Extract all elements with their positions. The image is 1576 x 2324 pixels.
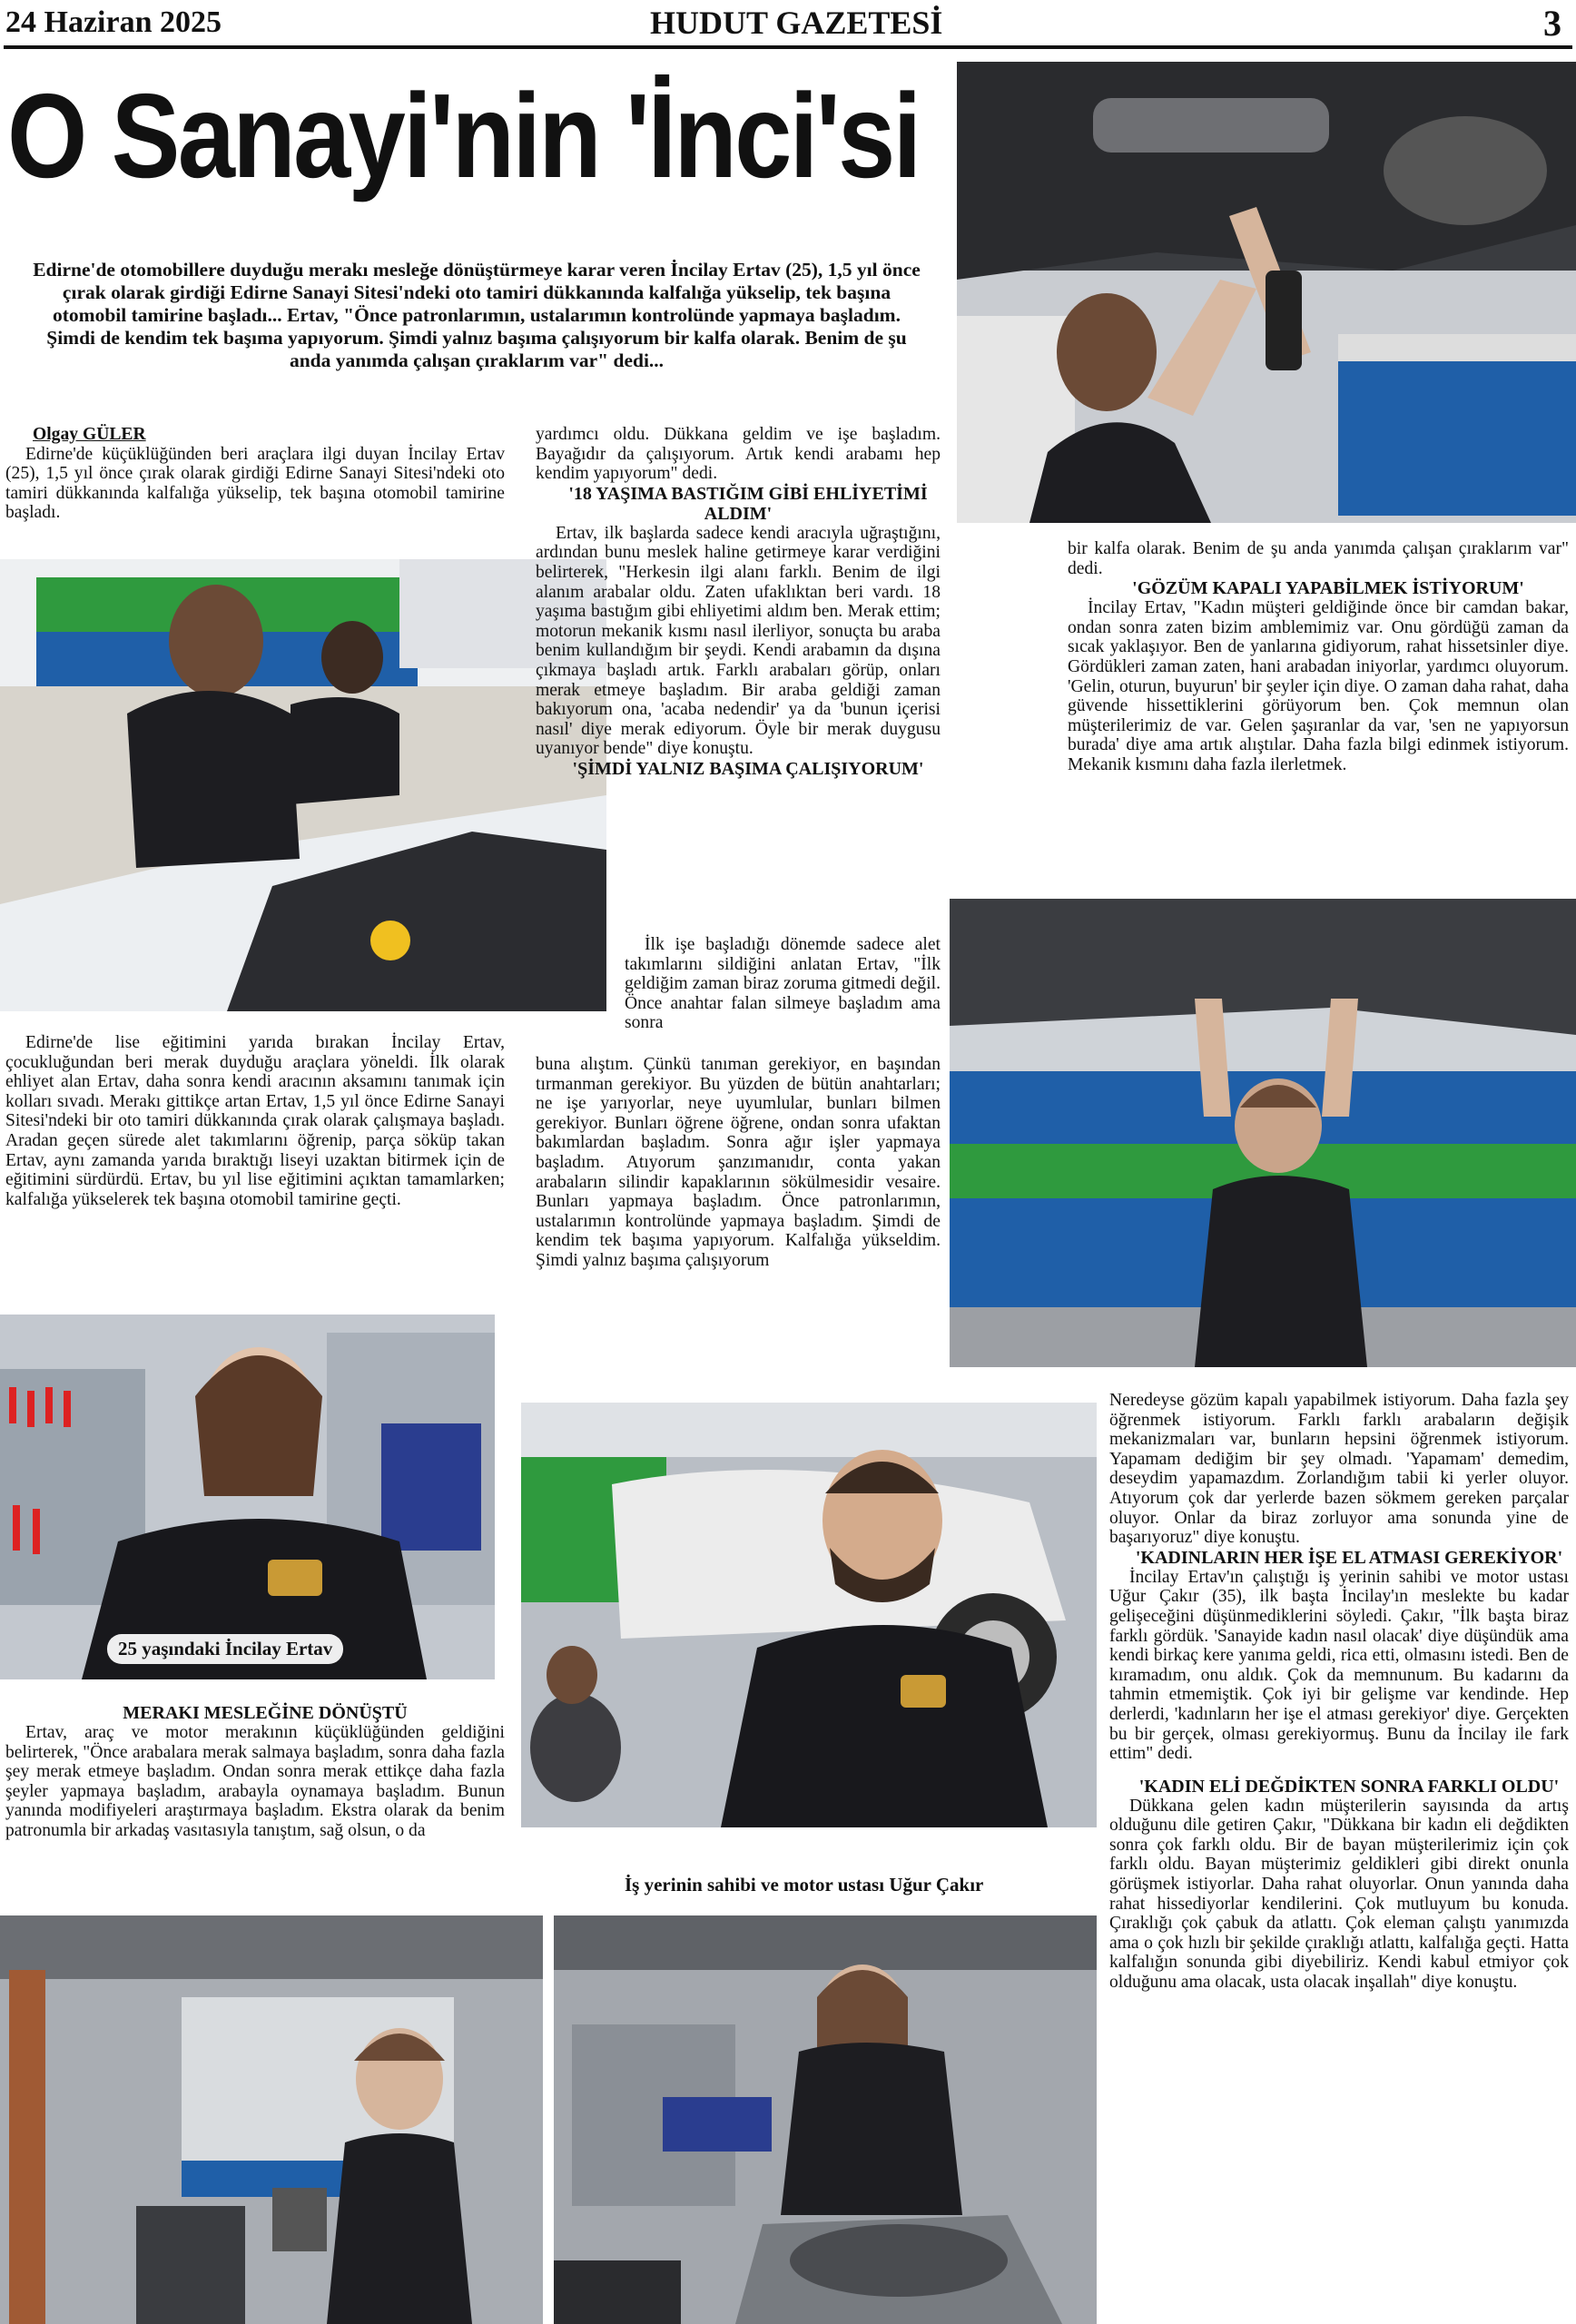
subheading-meraki: MERAKI MESLEĞİNE DÖNÜŞTÜ [123,1703,408,1723]
column-2-continued [536,1055,941,1271]
column-1-bottom [5,1703,505,1841]
lead-paragraph: Edirne'de otomobillere duyduğu merakı mesleğe dönüştürmeye karar veren İncilay Ertav (25), 1,5 yıl önce çırak olarak girdiği Edirne Sanayi Sitesi'ndeki oto tamiri dükkanında kalfalığa yükselip, tek başına otomobil tamirine başladı... Ertav, "Önce patronlarımın, ustalarımın kontrolünde yapmaya başladım. Şimdi de kendim tek başıma yapıyorum. Şimdi yalnız başıma çalışıyorum bir kalfa olarak. Benim de şu anda yanımda çalışan çıraklarım var" dedi... [33,259,921,371]
column-1-continued [5,1033,505,1209]
col1-paragraph-1: Edirne'de küçüklüğünden beri araçlara ilgi duyan İncilay Ertav (25), 1,5 yıl önce çırak olarak girdiği Edirne Sanayi Sitesi'ndeki oto tamiri dükkanında kalfalığa yükselip, tek başına otomobil tamirine başladı. [5,444,505,523]
subheading-yalniz: 'ŞİMDİ YALNIZ BAŞIMA ÇALIŞIYORUM' [572,758,924,779]
col3-paragraph-2: İncilay Ertav, "Kadın müşteri geldiğinde önce bir camdan bakar, ondan sonra zaten bizim amblemimiz var. Onu gördüğü zaman da sıcak yaklaşıyor. Ben de yanlarına gidiyorum, rahat hissetsinler diye. Gördükleri zaman zaten, hani arabadan iniyorlar, yardımcı oluyorum. 'Gelin, oturun, buyurun' bir şeyler için diye. O zaman daha rahat, daha güvende hissettiklerini görüyorum ben. Çok memnun olan müşterilerimiz de var. Gelen şaşıranlar da var, 'sen ne yapıyorsun burada' diye ama artık alıştılar. Daha fazla bilgi edinmek istiyorum. Mekanik kısmını daha fazla ilerletmek. [1068,598,1569,774]
header-rule [4,45,1572,49]
column-2 [536,425,941,779]
photo-workshop-part [0,1915,543,2324]
photo-under-lift [950,899,1576,1367]
col4-paragraph-2: İncilay Ertav'ın çalıştığı iş yerinin sahibi ve motor ustası Uğur Çakır (35), ilk başta İncilay'ın meslekte bu kadar gelişeceğini düşünmediklerini söyledi. Çakır, "İlk başta biraz farklı gördük. 'Sanayide kadın nasıl olacak' diye düşündük ama kendi birkaç kere yanıma geldi, rica etti, olmasını istedi. Ben de kıramadım, onu aldık. Çok da memnunum. Bu kadarını da tahmin etmemiştik. Çok iyi bir gelişme var kendinde. Hep derlerdi, 'kadınların her işe el atması gerekiyor' diye. Gerçekten bu bir gerçek, olması gerekiyormuş. Bunu da İncilay ile fark ettim" dedi. [1109,1567,1569,1764]
newspaper-name: HUDUT GAZETESİ [650,5,943,41]
page-number: 3 [1543,3,1561,44]
col2-paragraph-3b: buna alıştım. Çünkü tanıman gerekiyor, en başından tırmanman gerekiyor. Bu yüzden de bütün anahtarları; ne işe yarıyorlar, neye uyumlular, bunları bilmen gerekiyor. Bunları öğrene öğrene, ondan sonra ufaktan bakımlardan başladım. Sonra ağır işler yapmaya başladım. Atıyorum şanzımanıdır, conta yakan arabaların silindir kapaklarının sökülmesidir vesaire. Bunları yapmaya başladım. Önce patronlarımın, ustalarımın kontrolünde yapmaya başladım. Şimdi de kendim tek başıma yapıyorum. Kalfalığa yükseldim. Şimdi yalnız başıma çalışıyorum [536,1055,941,1270]
col4-paragraph-1: Neredeyse gözüm kapalı yapabilmek istiyorum. Daha fazla şey öğrenmek istiyorum. Farklı farklı arabaların değişik mekanizmaları var, bunların hepsini öğrenmek istiyorum. Yapamam dediğim bir şey olmadı. 'Yapamam' demedim, deseydim yapamazdım. Zorlandığım tabii ki yerler oluyor. Atıyorum çok dar yerlerde bazen sökmem gereken parçalar oluyor. Onlar da biraz zorluyor ama sonunda yine de başarıyoruz" diye konuştu. [1109,1391,1569,1548]
col2-paragraph-1: yardımcı oldu. Dükkana geldim ve işe başladım. Bayağıdır da çalışıyorum. Artık kendi arabamı hep kendim yapıyorum" dedi. [536,425,941,484]
photo-under-car [957,62,1576,523]
column-4 [1109,1391,1569,1993]
photo-owner-ugur [521,1403,1097,1827]
col2-paragraph-3a: İlk işe başladığı dönemde sadece alet takımlarını sildiğini anlatan Ertav, "İlk geldiğim zaman biraz zoruma gitmedi değil. Önce anahtar falan silmeye başladım ama sonra [625,935,941,1033]
byline: Olgay GÜLER [33,425,146,444]
subheading-gozum: 'GÖZÜM KAPALI YAPABİLMEK İSTİYORUM' [1132,578,1524,599]
subheading-ehliyet: '18 YAŞIMA BASTIĞIM GİBİ EHLİYETİMİ ALDIM' [568,483,928,524]
issue-date: 24 Haziran 2025 [5,5,222,39]
photo-portrait-incilay [0,1315,495,1679]
subheading-kadin-eli: 'KADIN ELİ DEĞDİKTEN SONRA FARKLI OLDU' [1138,1776,1560,1797]
owner-caption: İş yerinin sahibi ve motor ustası Uğur Çakır [625,1874,984,1896]
portrait-caption: 25 yaşındaki İncilay Ertav [107,1634,343,1664]
col1-paragraph-2: Edirne'de lise eğitimini yarıda bırakan İncilay Ertav, çocukluğundan beri merak duyduğu araçlara yöneldi. İlk olarak ehliyet alan Ertav, daha sonra kendi aracının aksamını tanımak için kolları sıvadı. Merakı gittikçe artan Ertav, 1,5 yıl önce Edirne Sanayi Sitesi'ndeki bir oto tamiri dükkanında çırak olarak çalışmaya başladı. Aradan geçen sürede alet takımlarını öğrenip, parça söküp takan Ertav, aynı zamanda yarıda bıraktığı liseyi uzaktan bitirmek için de eğitimini sürdürdü. Ertav, bu yıl lise eğitimini açıktan tamamlarken; kalfalığa yükselerek tek başına otomobil tamirine geçti. [5,1033,505,1209]
col4-paragraph-3: Dükkana gelen kadın müşterilerin sayısında da artış olduğunu dile getiren Çakır, "Dükkana bir kadın eli değdikten sonra çok farklı oldu. Bir de bayan müşterilerimiz için çok farklı oldu. Bayan müşterimiz geldikleri gibi direkt onunla görüşmek istiyorlar. Daha rahat oluyorlar. Onun yanında daha rahat hissediyorlar kendilerini. Çok mutluyum bu konuda. Çıraklığı çok çabuk da atlattı. Çok eleman çalıştı yanımızda ama o çok hızlı bir şekilde çıraklığı atlattı, kalfalığa geçti. Hatta kalfalığın sonunda gibi diyebiliriz. Kendi kabul etmiyor çok olduğunu ama olacak, usta olacak inşallah" diye konuştu. [1109,1796,1569,1993]
headline: O Sanayi'nin 'İnci'si [7,69,920,202]
subheading-kadinlarin: 'KADINLARIN HER İŞE EL ATMASI GEREKİYOR' [1135,1547,1563,1568]
photo-oil-pan [554,1915,1097,2324]
col2-paragraph-2: Ertav, ilk başlarda sadece kendi aracıyla uğraştığını, ardından bunu meslek haline getirmeye karar verdiğini belirterek, "Herkesin ilgi alanı farklı. Benim de ilgi alanım arabalar oldu. Zaten ufaklıktan beri vardı. 18 yaşıma bastığım gibi ehliyetimi aldım ben. Merak ettim; motorun mekanik kısmı nasıl ilerliyor, sonuçta bu araba benim kullandığım bir şeydi. Kendi arabamın da dışına çıkmaya başladı artık. Farklı arabaları görüp, onları merak etmeye başladım. Bir araba geldiği zaman bakıyorum ona, 'acaba nedendir' ya da 'bunun içerisi nasıl' diye merak ediyorum. Öyle bir merak duygusu uyanıyor bende" diye konuştu. [536,523,941,759]
col1-paragraph-3: Ertav, araç ve motor merakının küçüklüğünden geldiğini belirterek, "Önce arabalara merak salmaya başladım, sonra daha fazla şey merak etmeye başladım. Ondan sonra merak ettikçe daha fazla şeyler yapmaya başladım, arabayla oynamaya başladım. Bunun yanında modifiyeleri araştırmaya başladım. Ekstra olarak da benim patronumla bir arkadaş vasıtasıyla tanıştım, sağ olsun, o da [5,1723,505,1840]
column-3 [1068,539,1569,775]
col3-paragraph-1: bir kalfa olarak. Benim de şu anda yanımda çalışan çıraklarım var" dedi. [1068,539,1569,578]
photo-engine-bay [0,559,606,1011]
column-1 [5,425,505,523]
column-2-narrow [625,935,941,1033]
